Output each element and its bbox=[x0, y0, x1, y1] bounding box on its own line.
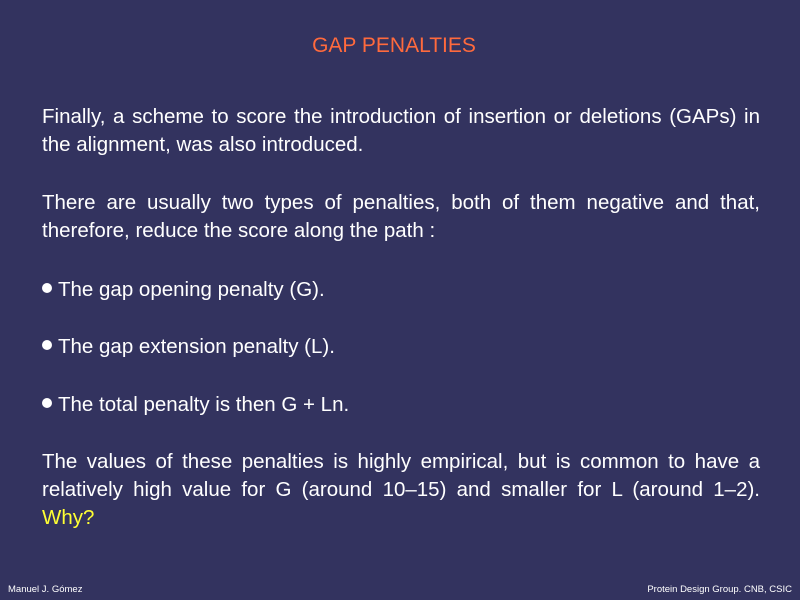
bullet-text: The total penalty is then G + Ln. bbox=[58, 393, 350, 416]
footer-organization: Protein Design Group. CNB, CSIC bbox=[647, 584, 792, 595]
bullet-text: The gap opening penalty (G). bbox=[58, 278, 325, 301]
penalty-types-paragraph: There are usually two types of penalties, both of them negative and that, therefore, reduce the score along the path : bbox=[42, 191, 760, 242]
values-text: The values of these penalties is highly empirical, but is common to have a relatively high value for G (around 10‒15) and smaller for L (around 1‒2). bbox=[42, 450, 760, 501]
slide-title: GAP PENALTIES bbox=[312, 34, 476, 57]
bullet-item bbox=[42, 391, 760, 419]
footer-author: Manuel J. Gómez bbox=[8, 584, 83, 595]
intro-paragraph: Finally, a scheme to score the introduction of insertion or deletions (GAPs) in the alignment, was also introduced. bbox=[42, 105, 760, 156]
bullet-icon bbox=[42, 398, 52, 408]
values-paragraph bbox=[42, 448, 760, 532]
bullet-item bbox=[42, 333, 760, 361]
bullet-item bbox=[42, 276, 760, 304]
bullet-icon bbox=[42, 283, 52, 293]
bullet-icon bbox=[42, 340, 52, 350]
bullet-text: The gap extension penalty (L). bbox=[58, 335, 335, 358]
why-highlight: Why? bbox=[42, 506, 95, 529]
